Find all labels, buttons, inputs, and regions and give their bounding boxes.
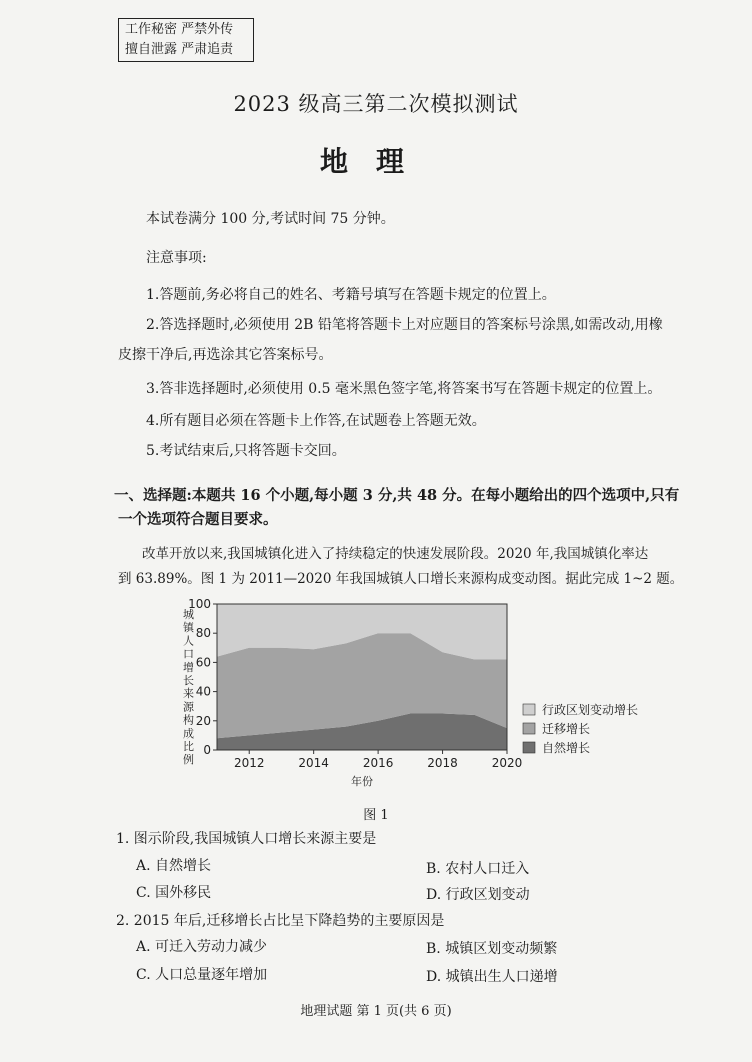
y-tick-label: 0 [203, 743, 211, 757]
subject-title: 地理 [319, 145, 432, 178]
x-tick-label: 2016 [362, 756, 394, 770]
question-2-option-d[interactable]: D. 城镇出生人口递增 [426, 969, 558, 985]
confidentiality-line-1: 工作秘密 严禁外传 [125, 22, 234, 37]
x-axis-label: 年份 [351, 775, 373, 788]
x-tick-label: 2018 [427, 756, 458, 770]
note-item: 1.答题前,务必将自己的姓名、考籍号填写在答题卡规定的位置上。 [146, 287, 556, 303]
y-tick-label: 20 [195, 713, 211, 728]
confidentiality-line-2: 擅自泄露 严肃追责 [125, 42, 234, 57]
question-1-option-c[interactable]: C. 国外移民 [136, 885, 212, 901]
question-1-option-b[interactable]: B. 农村人口迁入 [426, 861, 530, 877]
note-item: 3.答非选择题时,必须使用 0.5 毫米黑色签字笔,将答案书写在答题卡规定的位置上。 [146, 381, 662, 397]
question-2-stem: 2. 2015 年后,迁移增长占比呈下降趋势的主要原因是 [116, 913, 445, 929]
material-intro: 改革开放以来,我国城镇化进入了持续稳定的快速发展阶段。2020 年,我国城镇化率达 [142, 546, 649, 562]
page-footer: 地理试题 第 1 页(共 6 页) [300, 1004, 452, 1019]
x-tick-label: 2020 [491, 756, 523, 770]
y-tick-label: 40 [195, 684, 211, 699]
y-tick-label: 100 [188, 597, 211, 611]
exam-info: 本试卷满分 100 分,考试时间 75 分钟。 [146, 211, 395, 227]
note-item: 4.所有题目必须在答题卡上作答,在试题卷上答题无效。 [146, 413, 486, 429]
figure-caption: 图 1 [363, 808, 389, 823]
figure-1-chart [175, 592, 675, 797]
question-1-option-a[interactable]: A. 自然增长 [136, 858, 212, 874]
y-tick-label: 80 [195, 626, 211, 641]
legend-label: 自然增长 [542, 741, 591, 755]
x-tick-label: 2012 [233, 756, 265, 770]
question-2-option-b[interactable]: B. 城镇区划变动频繁 [426, 941, 558, 957]
stacked-area-chart [175, 592, 675, 797]
legend-label: 迁移增长 [542, 722, 591, 736]
question-2-option-a[interactable]: A. 可迁入劳动力减少 [136, 939, 268, 955]
legend-swatch [523, 704, 535, 715]
section-heading: 一、选择题:本题共 16 个小题,每小题 3 分,共 48 分。在每小题给出的四个选项中,只有 [114, 487, 680, 504]
note-item-continued: 皮擦干净后,再选涂其它答案标号。 [118, 347, 333, 363]
section-heading-continued: 一个选项符合题目要求。 [118, 511, 278, 528]
y-tick-label: 60 [195, 655, 211, 670]
question-1-option-d[interactable]: D. 行政区划变动 [426, 887, 530, 903]
confidentiality-notice [118, 18, 254, 62]
note-item: 5.考试结束后,只将答题卡交回。 [146, 443, 346, 459]
material-intro-continued: 到 63.89%。图 1 为 2011—2020 年我国城镇人口增长来源构成变动图。据此完成 1~2 题。 [118, 571, 684, 587]
question-1-stem: 1. 图示阶段,我国城镇人口增长来源主要是 [116, 831, 377, 847]
exam-title: 2023 级高三第二次模拟测试 [233, 92, 519, 116]
y-axis-label: 城镇人口增长来源构成比例 [183, 608, 194, 767]
notes-title: 注意事项: [146, 250, 207, 266]
x-tick-label: 2014 [298, 756, 329, 770]
question-2-option-c[interactable]: C. 人口总量逐年增加 [136, 967, 268, 983]
legend-swatch [523, 723, 535, 734]
legend-label: 行政区划变动增长 [542, 703, 639, 717]
legend-swatch [523, 742, 535, 753]
note-item: 2.答选择题时,必须使用 2B 铅笔将答题卡上对应题目的答案标号涂黑,如需改动,用橡 [146, 317, 663, 333]
